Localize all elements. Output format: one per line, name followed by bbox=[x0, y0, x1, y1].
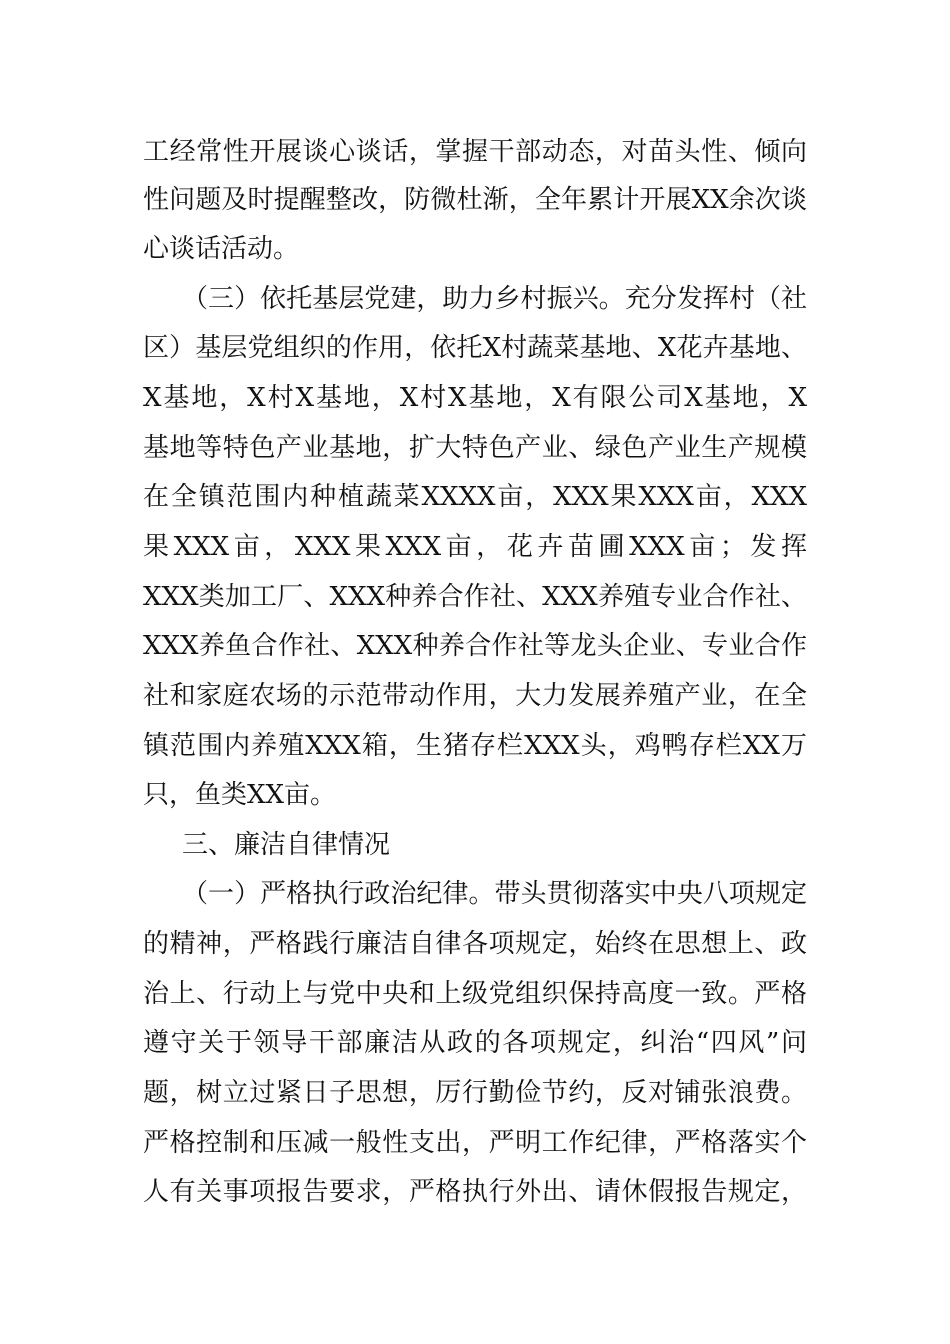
text-line: 社和家庭农场的示范带动作用，大力发展养殖产业，在全 bbox=[143, 681, 807, 711]
text-line: 的精神，严格践行廉洁自律各项规定，始终在思想上、政 bbox=[143, 929, 807, 959]
text-line: X基地，X村X基地，X村X基地，X有限公司X基地，X bbox=[143, 383, 807, 413]
section-heading-paragraph-start: （三）依托基层党建，助力乡村振兴。充分发挥村（社 bbox=[182, 284, 807, 314]
text-line: XXX类加工厂、XXX种养合作社、XXX养殖专业合作社、 bbox=[143, 582, 807, 612]
text-line: 人有关事项报告要求，严格执行外出、请休假报告规定， bbox=[143, 1177, 807, 1207]
text-line: 在全镇范围内种植蔬菜XXXX亩，XXX果XXX亩，XXX bbox=[143, 482, 807, 512]
text-line: 只，鱼类XX亩。 bbox=[143, 780, 337, 810]
text-line: 区）基层党组织的作用，依托X村蔬菜基地、X花卉基地、 bbox=[143, 333, 807, 363]
text-line: 题，树立过紧日子思想，厉行勤俭节约，反对铺张浪费。 bbox=[143, 1078, 807, 1108]
text-line: 治上、行动上与党中央和上级党组织保持高度一致。严格 bbox=[143, 979, 807, 1009]
section-heading: 三、廉洁自律情况 bbox=[182, 830, 391, 860]
text-line: 性问题及时提醒整改，防微杜渐，全年累计开展XX余次谈 bbox=[143, 185, 807, 215]
text-line: 基地等特色产业基地，扩大特色产业、绿色产业生产规模 bbox=[143, 433, 807, 463]
text-line: 果XXX亩，XXX果XXX亩，花卉苗圃XXX亩；发挥 bbox=[143, 532, 807, 562]
text-line: 严格控制和压减一般性支出，严明工作纪律，严格落实个 bbox=[143, 1128, 807, 1158]
text-line: 工经常性开展谈心谈话，掌握干部动态，对苗头性、倾向 bbox=[143, 137, 807, 167]
text-line: 遵守关于领导干部廉洁从政的各项规定，纠治“四风”问 bbox=[143, 1028, 807, 1058]
subsection-paragraph-start: （一）严格执行政治纪律。带头贯彻落实中央八项规定 bbox=[182, 879, 807, 909]
text-line: XXX养鱼合作社、XXX种养合作社等龙头企业、专业合作 bbox=[143, 631, 807, 661]
text-line: 镇范围内养殖XXX箱，生猪存栏XXX头，鸡鸭存栏XX万 bbox=[143, 731, 807, 761]
text-line: 心谈话活动。 bbox=[143, 234, 300, 264]
